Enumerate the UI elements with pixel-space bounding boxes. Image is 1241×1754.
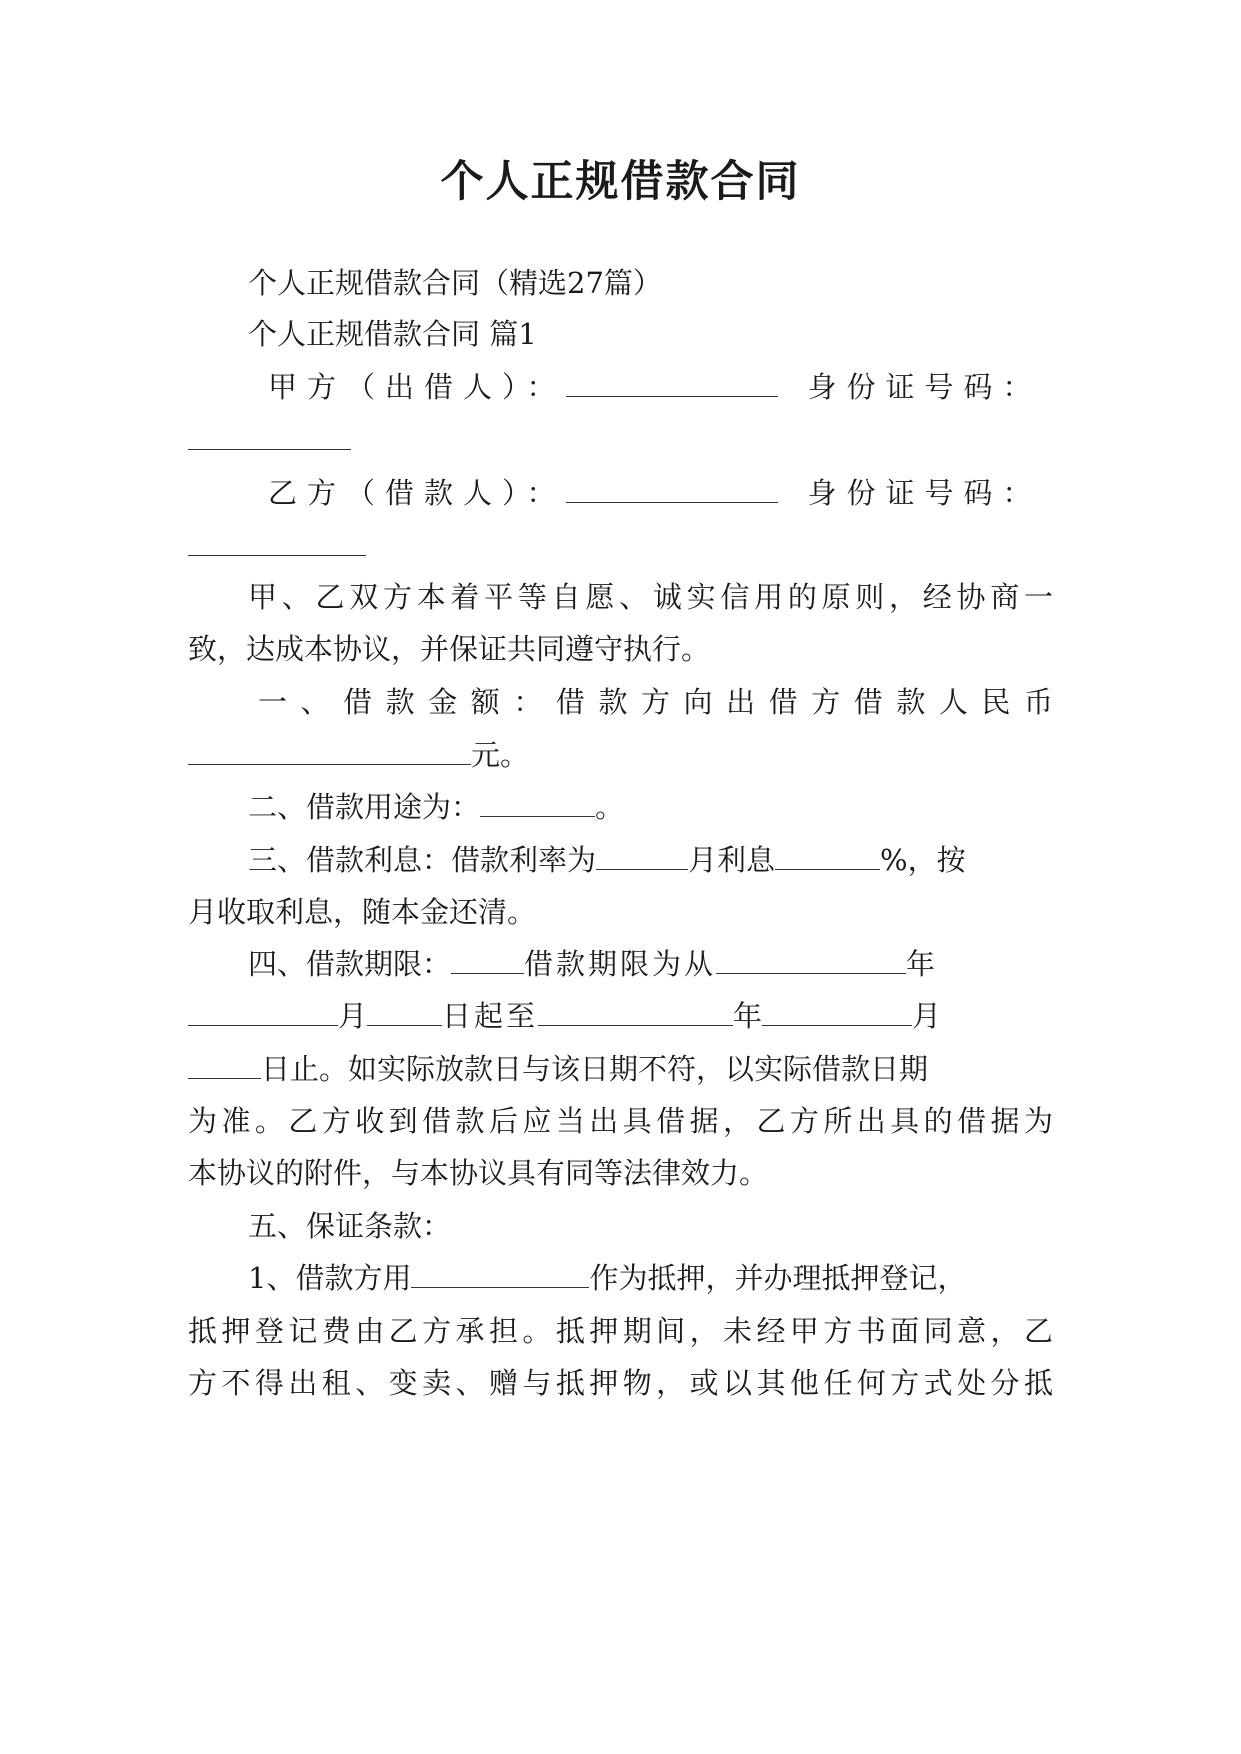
preamble-text-1: 甲、乙双方本着平等自愿、诚实信用的原则，经协商一 [248,580,1053,614]
clause-5-1-text: 1、借款方用 [248,1261,412,1295]
collateral-blank [411,1259,589,1288]
clause-4-line-4 [188,1101,1053,1141]
monthly-interest-blank [775,841,880,870]
party-a-label: 甲方（出借人）： [268,370,566,404]
clause-1-unit: 元。 [471,738,530,772]
clause-4-line-3 [188,1049,1053,1089]
clause-3-text-2: 月收取利息，随本金还清。 [188,895,537,929]
clause-5-1-text-b: 作为抵押，并办理抵押登记， [589,1261,967,1295]
end-month-blank [762,997,912,1026]
party-b-id-label: 身份证号码： [807,476,1042,510]
clause-5-1-line-2 [188,1311,1053,1351]
clause-5-text: 五、保证条款： [248,1209,452,1243]
start-month-blank [188,997,338,1026]
party-a-name-blank [566,368,778,397]
party-a-line [188,367,1053,407]
term-blank [451,945,524,974]
preamble-line-1 [188,577,1053,617]
clause-4-text-4: 为准。乙方收到借款后应当出具借据，乙方所出具的借据为 [188,1104,1053,1138]
party-a-id-blank [188,421,351,450]
party-b-label: 乙方（借款人）： [268,476,566,510]
section-heading-text: 个人正规借款合同 篇1 [248,317,537,351]
clause-1-line [188,682,1053,722]
clause-5-1-text-2: 抵押登记费由乙方承担。抵押期间，未经甲方书面同意，乙 [188,1314,1053,1348]
loan-purpose-blank [480,788,595,817]
start-year-blank [716,945,906,974]
clause-2-end: 。 [595,790,625,824]
subtitle-line [188,263,1053,303]
clause-4-text: 四、借款期限： [248,947,452,981]
preamble-line-2 [188,629,1053,669]
clause-4-month: 月 [338,999,368,1033]
clause-4-text-3: 日止。如实际放款日与该日期不符，以实际借款日期 [261,1052,929,1086]
party-a-id-line [188,420,1053,460]
party-b-id-line [188,526,1053,566]
party-b-line [188,473,1053,513]
end-day-blank [188,1050,261,1079]
start-day-blank [367,997,442,1026]
clause-3-percent: %，按 [880,843,966,877]
clause-2-text: 二、借款用途为： [248,790,481,824]
party-a-id-label: 身份证号码： [807,370,1042,404]
clause-1-text: 一、借款金额：借款方向出借方借款人民币 [258,685,1053,719]
clause-4-line-5 [188,1153,1053,1193]
end-year-blank [538,997,733,1026]
clause-4-year: 年 [906,947,936,981]
clause-4-line-2 [188,996,1053,1036]
preamble-text-2: 致，达成本协议，并保证共同遵守执行。 [188,632,711,666]
clause-4-month-2: 月 [912,999,942,1033]
clause-3-line-2 [188,892,1053,932]
clause-5-1-line [188,1258,1053,1298]
clause-3-monthly: 月利息 [688,843,776,877]
clause-3-text: 三、借款利息：借款利率为 [248,843,597,877]
section-heading-line [188,314,1053,354]
clause-4-from: 借款期限为从 [524,947,717,981]
clause-5-1-line-3 [188,1363,1053,1403]
interest-rate-blank [596,841,688,870]
clause-3-line [188,840,1053,880]
clause-4-year-2: 年 [733,999,763,1033]
document-title: 个人正规借款合同 [440,157,801,207]
clause-4-line [188,944,1053,984]
clause-1-amount-line [188,735,1053,775]
clause-4-to: 日起至 [442,999,539,1033]
clause-5-line [188,1206,1053,1246]
subtitle-text: 个人正规借款合同（精选27篇） [248,266,662,300]
party-b-id-blank [188,527,366,556]
clause-5-1-text-3: 方不得出租、变卖、赠与抵押物，或以其他任何方式处分抵 [188,1366,1053,1400]
party-b-name-blank [566,474,778,503]
clause-2-line [188,787,1053,827]
clause-4-text-5: 本协议的附件，与本协议具有同等法律效力。 [188,1156,769,1190]
loan-amount-blank [188,736,471,765]
